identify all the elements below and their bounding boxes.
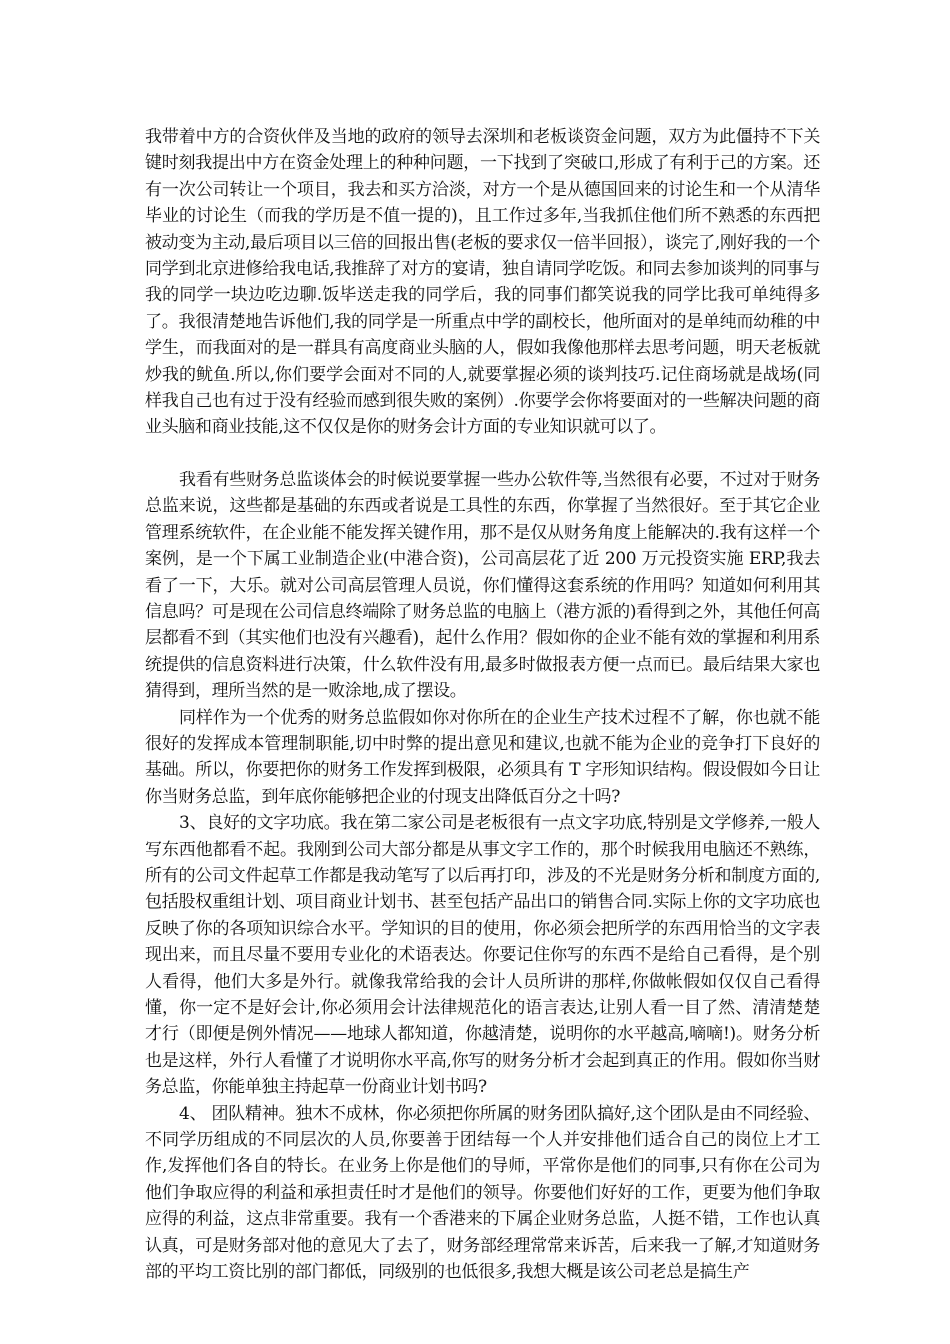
paragraph-t-shaped-knowledge: 同样作为一个优秀的财务总监假如你对你所在的企业生产技术过程不了解，你也就不能很好的发挥成本管理制职能,切中时弊的提出意见和建议,也就不能为企业的竞争打下良好的基础。所以，你要把你的财务工作发挥到极限，必须具有 T 字形知识结构。假设假如今日让你当财务总监，到年底你能够把企业的付现支出降低百分之十吗? <box>145 707 820 807</box>
paragraph-writing-skills: 3、良好的文字功底。我在第二家公司是老板很有一点文字功底,特别是文学修养,一般人写东西他都看不起。我刚到公司大部分都是从事文字工作的，那个时候我用电脑还不熟练，所有的公司文件起草工作都是我动笔写了以后再打印，涉及的不光是财务分析和制度方面的,包括股权重组计划、项目商业计划书、甚至包括产品出口的销售合同.实际上你的文字功底也反映了你的各项知识综合水平。学知识的目的使用，你必须会把所学的东西用恰当的文字表现出来，而且尽量不要用专业化的术语表达。你要记住你写的东西不是给自己看得，是个别人看得，他们大多是外行。就像我常给我的会计人员所讲的那样,你做帐假如仅仅自己看得懂，你一定不是好会计,你必须用会计法律规范化的语言表达,让别人看一目了然、清清楚楚才行（即便是例外情况——地球人都知道，你越清楚，说明你的水平越高,嘀嘀!)。财务分析也是这样，外行人看懂了才说明你水平高,你写的财务分析才会起到真正的作用。假如你当财务总监，你能单独主持起草一份商业计划书吗? <box>145 813 820 1098</box>
document-page <box>145 124 820 1285</box>
paragraph-office-software: 我看有些财务总监谈体会的时候说要掌握一些办公软件等,当然很有必要，不过对于财务总监来说，这些都是基础的东西或者说是工具性的东西，你掌握了当然很好。至于其它企业管理系统软件，在企业能不能发挥关键作用，那不是仅从财务角度上能解决的.我有这样一个案例，是一个下属工业制造企业(中港合资)，公司高层花了近 200 万元投资实施 ERP,我去看了一下，大乐。就对公司高层管理人员说，你们懂得这套系统的作用吗？知道如何利用其信息吗？可是现在公司信息终端除了财务总监的电脑上（港方派的)看得到之外，其他任何高层都看不到（其实他们也没有兴趣看)，起什么作用？假如你的企业不能有效的掌握和利用系统提供的信息资料进行决策，什么软件没有用,最多时做报表方便一点而已。最后结果大家也猜得到，理所当然的是一败涂地,成了摆设。 <box>145 469 820 702</box>
paragraph-business-negotiation: 我带着中方的合资伙伴及当地的政府的领导去深圳和老板谈资金问题，双方为此僵持不下关键时刻我提出中方在资金处理上的种种问题，一下找到了突破口,形成了有利于己的方案。还有一次公司转让一个项目，我去和买方洽淡，对方一个是从德国回来的讨论生和一个从清华毕业的讨论生（而我的学历是不值一提的)，且工作过多年,当我抓住他们所不熟悉的东西把被动变为主动,最后项目以三倍的回报出售(老板的要求仅一倍半回报），谈完了,刚好我的一个同学到北京进修给我电话,我推辞了对方的宴请，独自请同学吃饭。和同去参加谈判的同事与我的同学一块边吃边聊.饭毕送走我的同学后，我的同事们都笑说我的同学比我可单纯得多了。我很清楚地告诉他们,我的同学是一所重点中学的副校长，他所面对的是单纯而幼稚的中学生，而我面对的是一群具有高度商业头脑的人，假如我像他那样去思考问题，明天老板就炒我的鱿鱼.所以,你们要学会面对不同的人,就要掌握必须的谈判技巧.记住商场就是战场(同样我自己也有过于没有经验而感到很失败的案例）.你要学会你将要面对的一些解决问题的商业头脑和商业技能,这不仅仅是你的财务会计方面的专业知识就可以了。 <box>145 127 820 438</box>
paragraph-team-spirit: 4、 团队精神。独木不成林，你必须把你所属的财务团队搞好,这个团队是由不同经验、不同学历组成的不同层次的人员,你要善于团结每一个人并安排他们适合自己的岗位上才工作,发挥他们各自的特长。在业务上你是他们的导师，平常你是他们的同事,只有你在公司为他们争取应得的利益和承担责任时才是他们的领导。你要他们好好的工作，更要为他们争取应得的利益，这点非常重要。我有一个香港来的下属企业财务总监，人挺不错，工作也认真认真，可是财务部对他的意见大了去了，财务部经理常常来诉苦，后来我一了解,才知道财务部的平均工资比别的部门都低，同级别的也低很多,我想大概是该公司老总是搞生产 <box>145 1103 820 1283</box>
